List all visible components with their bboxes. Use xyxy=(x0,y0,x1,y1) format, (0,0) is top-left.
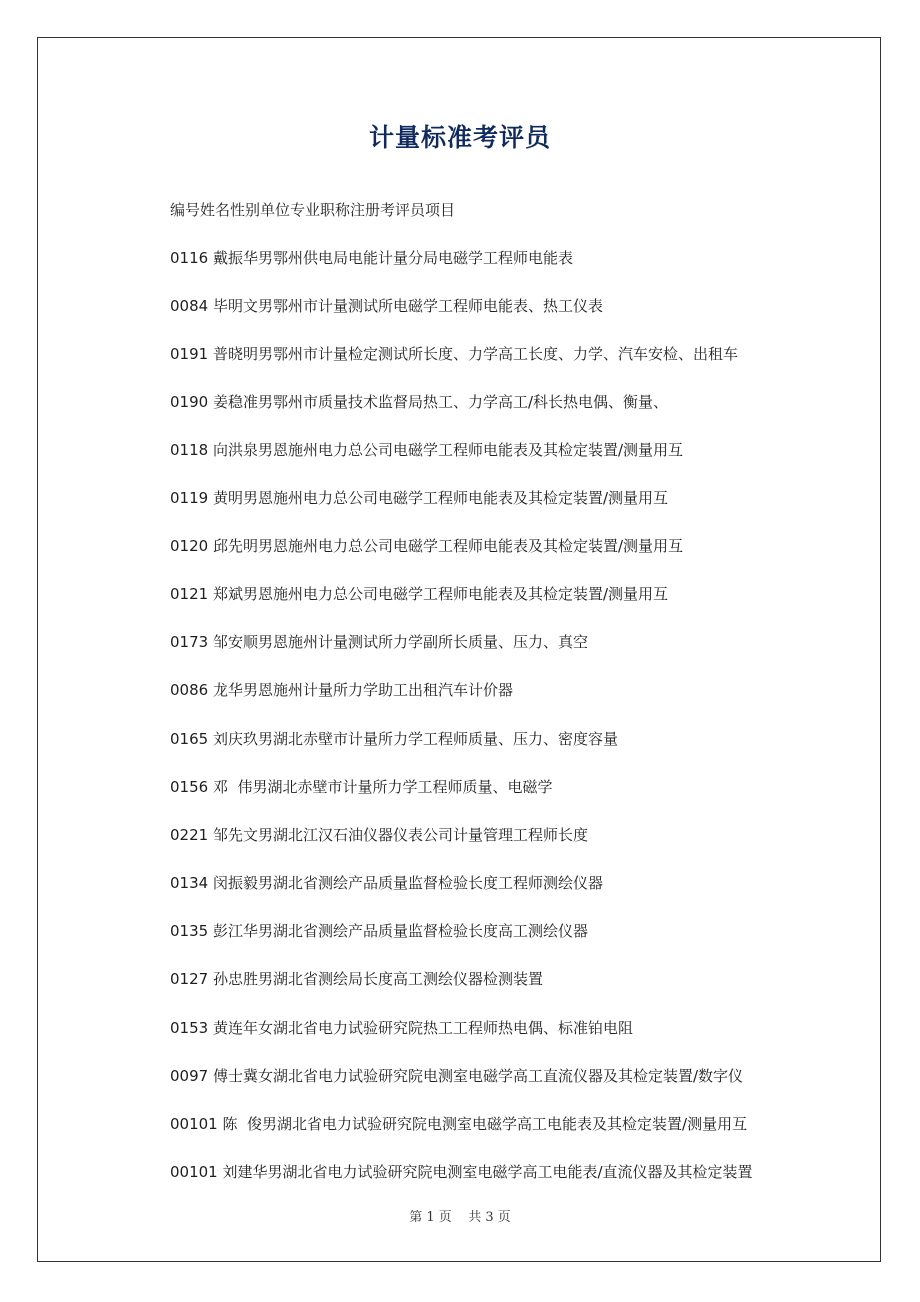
list-item: 0156 邓 伟男湖北赤壁市计量所力学工程师质量、电磁学 xyxy=(170,778,553,796)
list-item: 0221 邹先文男湖北江汉石油仪器仪表公司计量管理工程师长度 xyxy=(170,826,588,844)
document-title: 计量标准考评员 xyxy=(368,123,551,152)
list-item: 0153 黄连年女湖北省电力试验研究院热工工程师热电偶、标准铂电阻 xyxy=(170,1019,633,1037)
table-header-line: 编号姓名性别单位专业职称注册考评员项目 xyxy=(170,201,456,219)
list-item: 0086 龙华男恩施州计量所力学助工出租汽车计价器 xyxy=(170,681,513,699)
list-item: 0084 毕明文男鄂州市计量测试所电磁学工程师电能表、热工仪表 xyxy=(170,297,603,315)
list-item: 0134 闵振毅男湖北省测绘产品质量监督检验长度工程师测绘仪器 xyxy=(170,874,603,892)
page-number-footer: 第 1 页 共 3 页 xyxy=(409,1210,511,1225)
list-item: 00101 陈 俊男湖北省电力试验研究院电测室电磁学高工电能表及其检定装置/测量用互 xyxy=(170,1115,748,1133)
list-item: 0127 孙忠胜男湖北省测绘局长度高工测绘仪器检测装置 xyxy=(170,970,543,988)
list-item: 0165 刘庆玖男湖北赤壁市计量所力学工程师质量、压力、密度容量 xyxy=(170,730,618,748)
list-item: 0190 姜稳准男鄂州市质量技术监督局热工、力学高工/科长热电偶、衡量、 xyxy=(170,393,668,411)
list-item: 0120 邱先明男恩施州电力总公司电磁学工程师电能表及其检定装置/测量用互 xyxy=(170,537,683,555)
list-item: 0121 郑斌男恩施州电力总公司电磁学工程师电能表及其检定装置/测量用互 xyxy=(170,585,668,603)
list-item: 0135 彭江华男湖北省测绘产品质量监督检验长度高工测绘仪器 xyxy=(170,922,588,940)
list-item: 0173 邹安顺男恩施州计量测试所力学副所长质量、压力、真空 xyxy=(170,633,588,651)
list-item: 0118 向洪泉男恩施州电力总公司电磁学工程师电能表及其检定装置/测量用互 xyxy=(170,441,683,459)
list-item: 00101 刘建华男湖北省电力试验研究院电测室电磁学高工电能表/直流仪器及其检定装置 xyxy=(170,1163,753,1181)
list-item: 0116 戴振华男鄂州供电局电能计量分局电磁学工程师电能表 xyxy=(170,249,573,267)
list-item: 0191 普晓明男鄂州市计量检定测试所长度、力学高工长度、力学、汽车安检、出租车 xyxy=(170,345,738,363)
list-item: 0097 傅士冀女湖北省电力试验研究院电测室电磁学高工直流仪器及其检定装置/数字仪 xyxy=(170,1067,743,1085)
list-item: 0119 黄明男恩施州电力总公司电磁学工程师电能表及其检定装置/测量用互 xyxy=(170,489,668,507)
